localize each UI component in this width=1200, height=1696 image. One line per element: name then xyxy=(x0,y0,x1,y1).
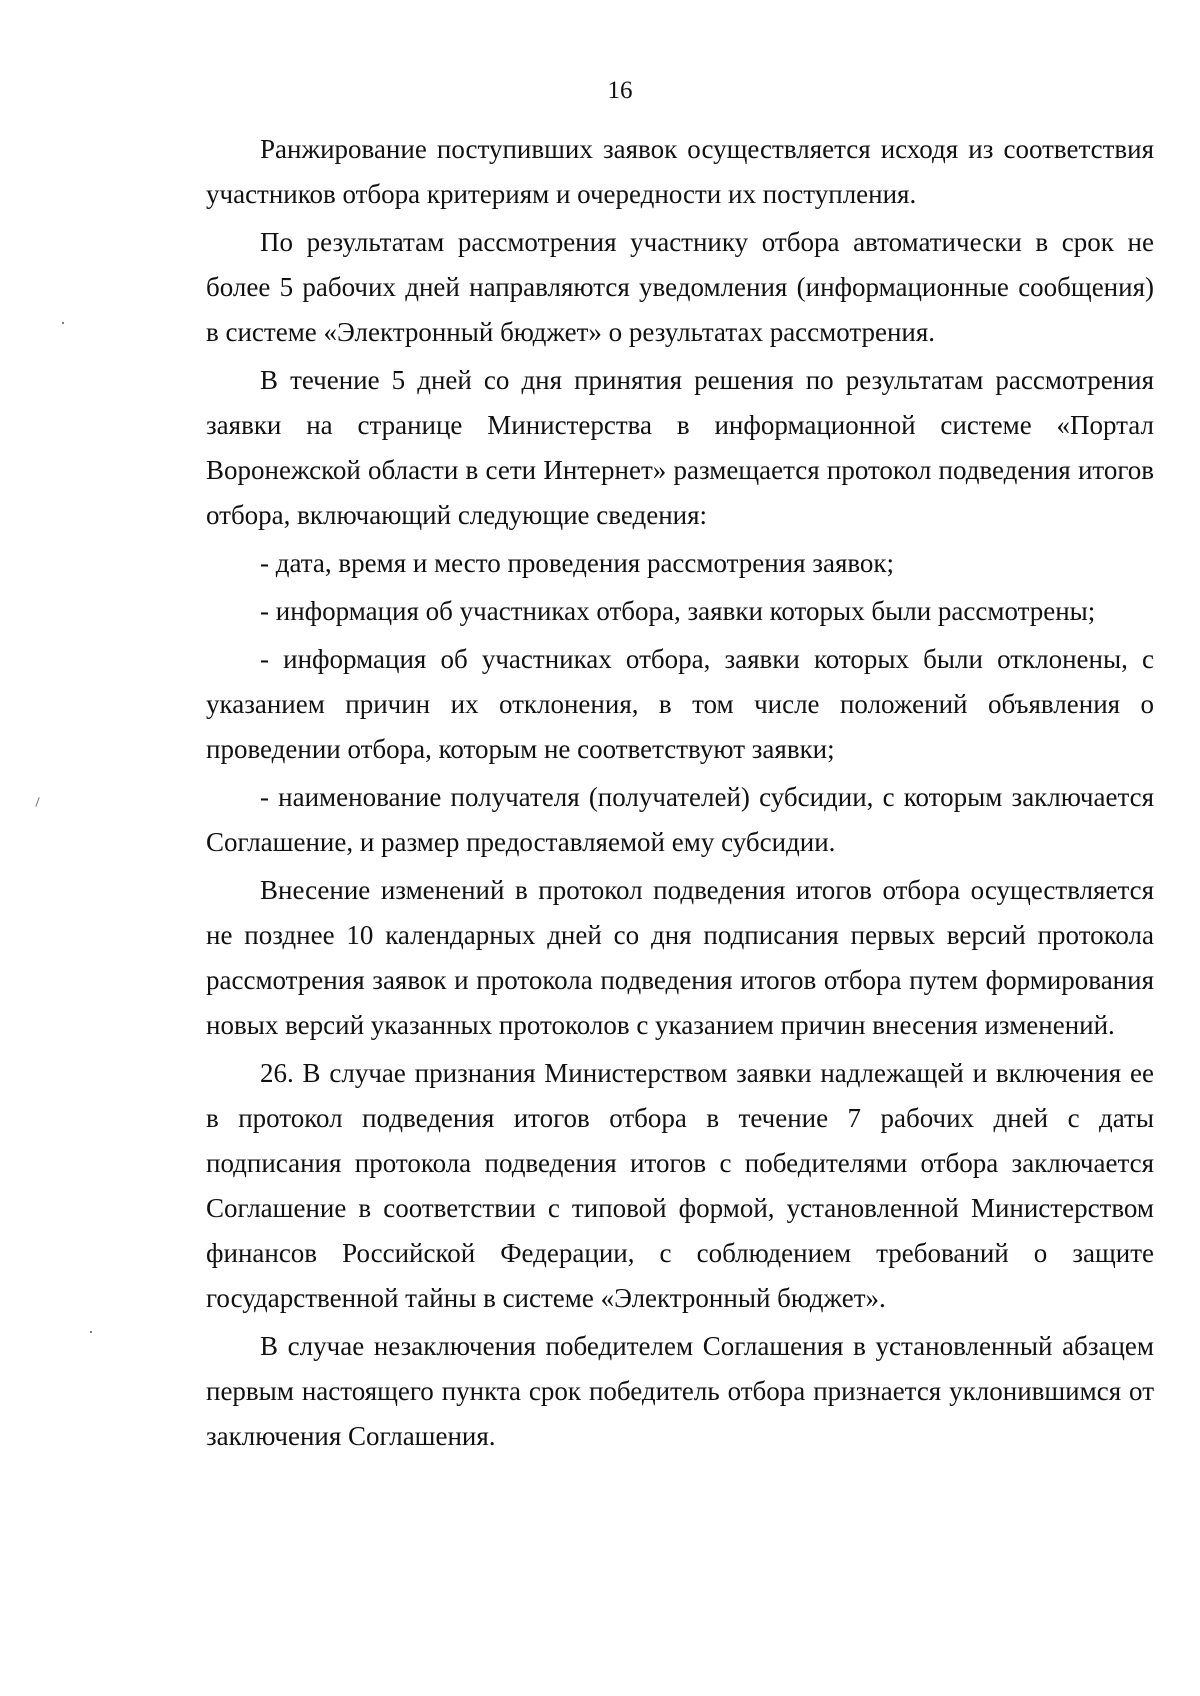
scan-speck xyxy=(90,1331,92,1333)
list-item-reviewed-participants: - информация об участниках отбора, заявки которых были рассмотрены; xyxy=(260,596,1096,626)
paragraph-item-26: 26. В случае признания Министерством заявки надлежащей и включения ее в протокол подведения итогов отбора в течение 7 рабочих дней с даты подписания протокола подведения итогов с победителями отбора заключается Соглашение в соответствии с типовой формой, установленной Министерством финансов Российской Федерации, с соблюдением требований о защите государственной тайны в системе «Электронный бюджет». xyxy=(206,1058,1161,1313)
paragraph-notifications: По результатам рассмотрения участнику отбора автоматически в срок не более 5 рабочих дней направляются уведомления (информационные сообщения) в системе «Электронный бюджет» о результатах рассмотрения. xyxy=(206,227,1161,347)
scan-speck xyxy=(62,322,64,324)
list-item-recipient-name: - наименование получателя (получателей) субсидии, с которым заключается Соглашение, и размер предоставляемой ему субсидии. xyxy=(206,782,1161,857)
list-item-date-time-place: - дата, время и место проведения рассмотрения заявок; xyxy=(260,548,895,578)
document-body xyxy=(206,127,1161,1462)
paragraph-protocol-amendments: Внесение изменений в протокол подведения итогов отбора осуществляется не позднее 10 календарных дней со дня подписания первых версий протокола рассмотрения заявок и протокола подведения итогов отбора путем формирования новых версий указанных протоколов с указанием причин внесения изменений. xyxy=(206,875,1161,1040)
paragraph-protocol-publication: В течение 5 дней со дня принятия решения по результатам рассмотрения заявки на странице Министерства в информационной системе «Портал Воронежской области в сети Интернет» размещается протокол подведения итогов отбора, включающий следующие сведения: xyxy=(206,365,1161,530)
page-number: 16 xyxy=(607,77,633,104)
paragraph-non-conclusion: В случае незаключения победителем Соглашения в установленный абзацем первым настоящего пункта срок победитель отбора признается уклонившимся от заключения Соглашения. xyxy=(206,1331,1161,1451)
scan-mark xyxy=(35,797,39,807)
list-item-rejected-participants: - информация об участниках отбора, заявки которых были отклонены, с указанием причин их отклонения, в том числе положений объявления о проведении отбора, которым не соответствуют заявки; xyxy=(206,644,1161,764)
paragraph-ranking: Ранжирование поступивших заявок осуществляется исходя из соответствия участников отбора критериям и очередности их поступления. xyxy=(206,134,1161,209)
